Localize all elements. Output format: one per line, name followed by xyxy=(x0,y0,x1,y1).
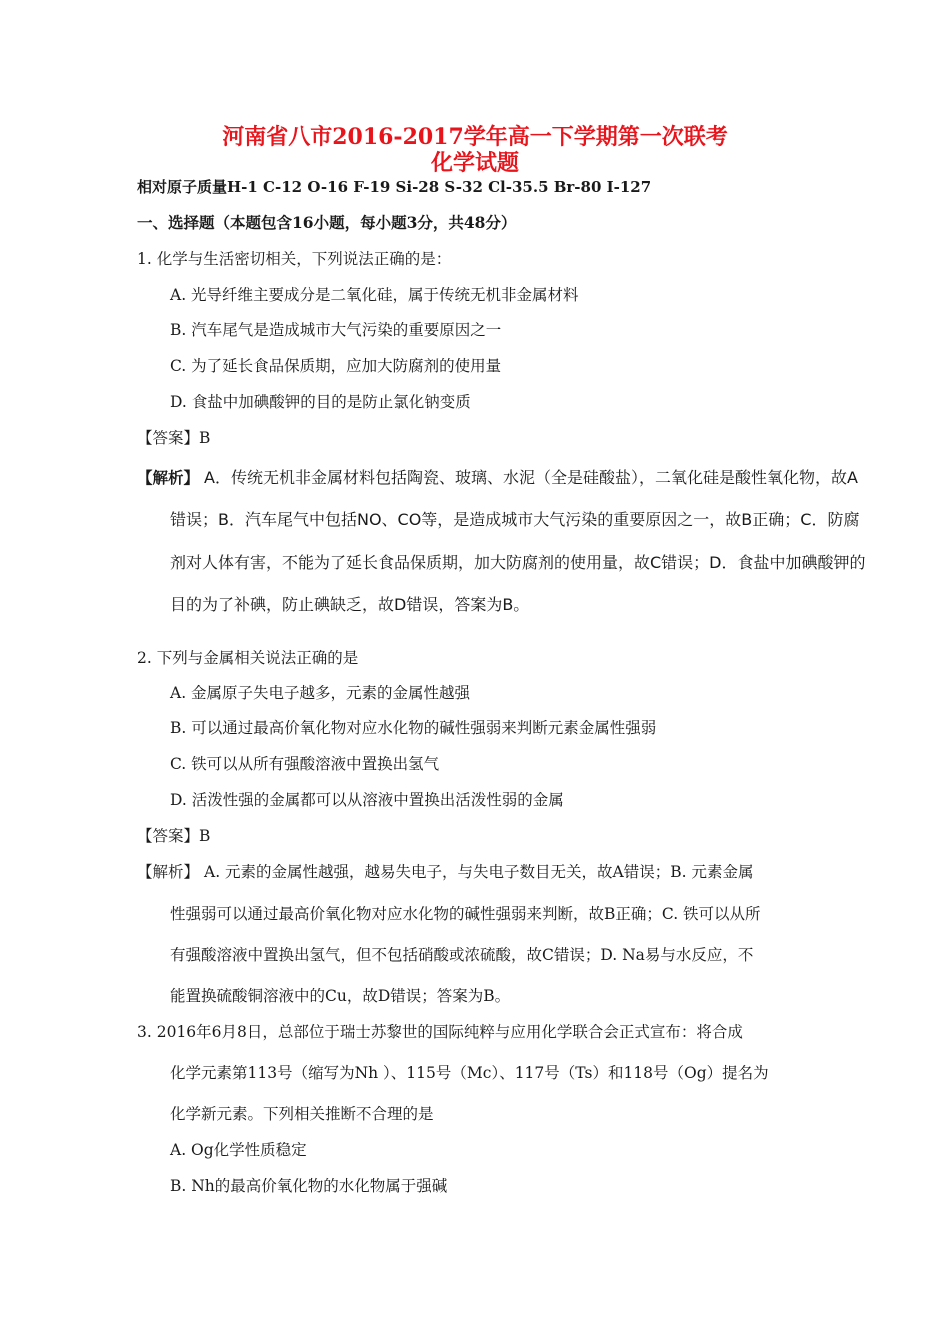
document-title: 河南省八市2016-2017学年高一下学期第一次联考 xyxy=(222,124,728,150)
question-2-answer: 【答案】B xyxy=(137,827,211,845)
question-1-analysis-label: 【解析】 xyxy=(137,468,200,487)
question-1-option-b: B. 汽车尾气是造成城市大气污染的重要原因之一 xyxy=(170,321,502,339)
question-2-analysis-line-4: 能置换硫酸铜溶液中的Cu，故D错误；答案为B。 xyxy=(170,987,511,1005)
question-1-analysis-line-2: 错误；B．汽车尾气中包括NO、CO等，是造成城市大气污染的重要原因之一，故B正确；C．防腐 xyxy=(170,510,860,529)
question-1-analysis-line-1: A．传统无机非金属材料包括陶瓷、玻璃、水泥（全是硅酸盐），二氧化硅是酸性氧化物，故A xyxy=(204,468,858,487)
question-2-option-b: B. 可以通过最高价氧化物对应水化物的碱性强弱来判断元素金属性强弱 xyxy=(170,719,657,737)
question-2-analysis-line-2: 性强弱可以通过最高价氧化物对应水化物的碱性强弱来判断，故B正确；C. 铁可以从所 xyxy=(170,905,761,923)
question-1-analysis-line-3: 剂对人体有害，不能为了延长食品保质期，加大防腐剂的使用量，故C错误；D．食盐中加碘酸钾的 xyxy=(170,553,866,572)
question-1-option-d: D. 食盐中加碘酸钾的目的是防止氯化钠变质 xyxy=(170,393,471,411)
question-3-option-a: A. Og化学性质稳定 xyxy=(170,1141,307,1159)
question-2-analysis-label: 【解析】 xyxy=(137,863,200,881)
question-3-option-b: B. Nh的最高价氧化物的水化物属于强碱 xyxy=(170,1177,448,1195)
question-3-stem-line-2: 化学元素第113号（缩写为Nh ）、115号（Mc）、117号（Ts）和118号（Og）提名为 xyxy=(170,1064,769,1082)
question-2-option-c: C. 铁可以从所有强酸溶液中置换出氢气 xyxy=(170,755,440,773)
question-3-stem-line-3: 化学新元素。下列相关推断不合理的是 xyxy=(170,1105,434,1123)
question-1-stem: 1. 化学与生活密切相关，下列说法正确的是： xyxy=(137,250,452,268)
question-1-option-c: C. 为了延长食品保质期，应加大防腐剂的使用量 xyxy=(170,357,502,375)
document-subtitle: 化学试题 xyxy=(430,150,519,176)
question-1-option-a: A. 光导纤维主要成分是二氧化硅，属于传统无机非金属材料 xyxy=(170,286,579,304)
question-1-analysis-line-4: 目的为了补碘，防止碘缺乏，故D错误，答案为B。 xyxy=(170,595,530,614)
atomic-mass-line: 相对原子质量H-1 C-12 O-16 F-19 Si-28 S-32 Cl-35.5 Br-80 I-127 xyxy=(137,178,652,196)
question-2-stem: 2. 下列与金属相关说法正确的是 xyxy=(137,649,359,667)
question-2-analysis-line-1: A. 元素的金属性越强，越易失电子，与失电子数目无关，故A错误；B. 元素金属 xyxy=(204,863,754,881)
question-1-answer: 【答案】B xyxy=(137,429,211,447)
question-3-stem-line-1: 3. 2016年6月8日，总部位于瑞士苏黎世的国际纯粹与应用化学联合会正式宣布：将合成 xyxy=(137,1023,743,1041)
question-2-analysis-line-3: 有强酸溶液中置换出氢气，但不包括硝酸或浓硫酸，故C错误；D. Na易与水反应，不 xyxy=(170,946,754,964)
question-2-option-a: A. 金属原子失电子越多，元素的金属性越强 xyxy=(170,684,471,702)
question-2-option-d: D. 活泼性强的金属都可以从溶液中置换出活泼性弱的金属 xyxy=(170,791,564,809)
section-heading: 一、选择题（本题包含16小题，每小题3分，共48分） xyxy=(137,213,517,232)
